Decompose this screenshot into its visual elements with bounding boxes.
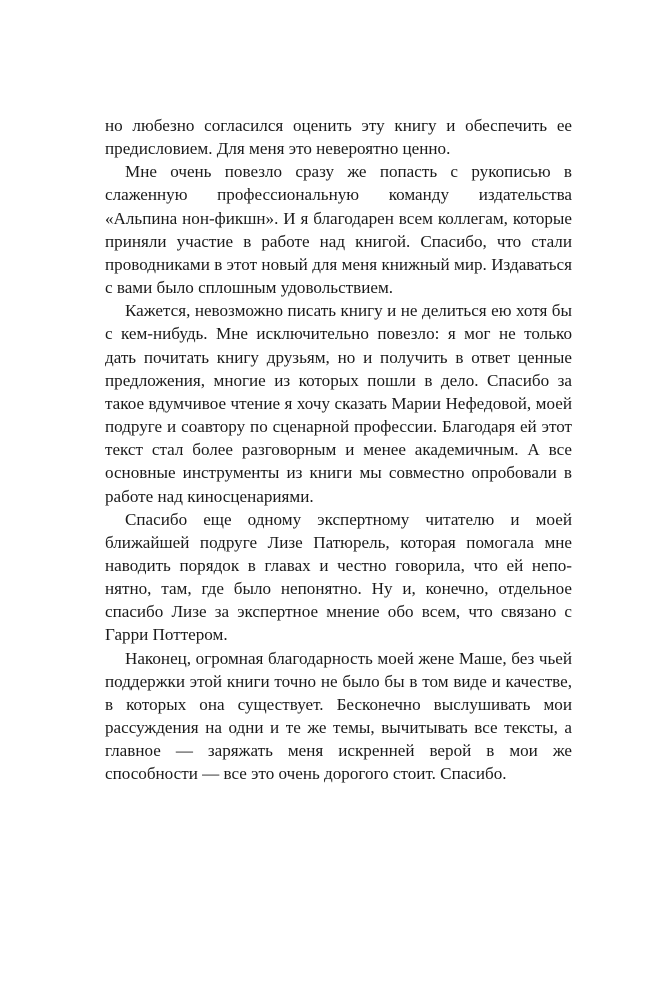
paragraph-expert-reader-thanks: Спасибо еще одному экспертному читателю и моей ближайшей подруге Лизе Патюрель, которая помогала мне наводить порядок в главах и честно говорила, что ей непонятно, там, где было непонятно. Ну и, конечно, отдельное спасибо Лизе за экспертное мнение обо всем, что связано с Гарри Поттером. [105, 509, 572, 645]
paragraph-publisher-thanks: Мне очень повезло сразу же попасть с рукописью в слаженную профессиональную команду издательства «Альпина нон-фикшн». И я благодарен всем коллегам, которые приняли участие в работе над книгой. Спасибо, что стали проводниками в этот новый для меня книжный мир. Издаваться с вами было сплошным удовольствием. [105, 162, 572, 298]
paragraph-friends-thanks: Кажется, невозможно писать книгу и не делиться ею хотя бы с кем-нибудь. Мне исключительно повезло: я мог не только дать почитать книгу друзьям, но и получить в ответ ценные предложения, многие из которых пошли в дело. Спасибо за такое вдумчивое чтение я хочу сказать Марии Нефедовой, моей подруге и соавтору по сценарной профессии. Благодаря ей этот текст стал более разговорным и менее академичным. А все основные инструменты из книги мы совместно опробовали в работе над киносценариями. [105, 301, 572, 506]
book-page-text [105, 114, 572, 786]
paragraph-continued: но любезно согласился оценить эту книгу и обеспечить ее предисловием. Для меня это невероятно ценно. [105, 116, 572, 159]
paragraph-wife-thanks: Наконец, огромная благодарность моей жене Маше, без чьей поддержки этой книги точно не было бы в том виде и качестве, в которых она существует. Бесконечно выслушивать мои рассуждения на одни и те же темы, вычитывать все тексты, а главное — заряжать меня искренней верой в мои же способности — все это очень дорогого стоит. Спасибо. [105, 648, 572, 784]
